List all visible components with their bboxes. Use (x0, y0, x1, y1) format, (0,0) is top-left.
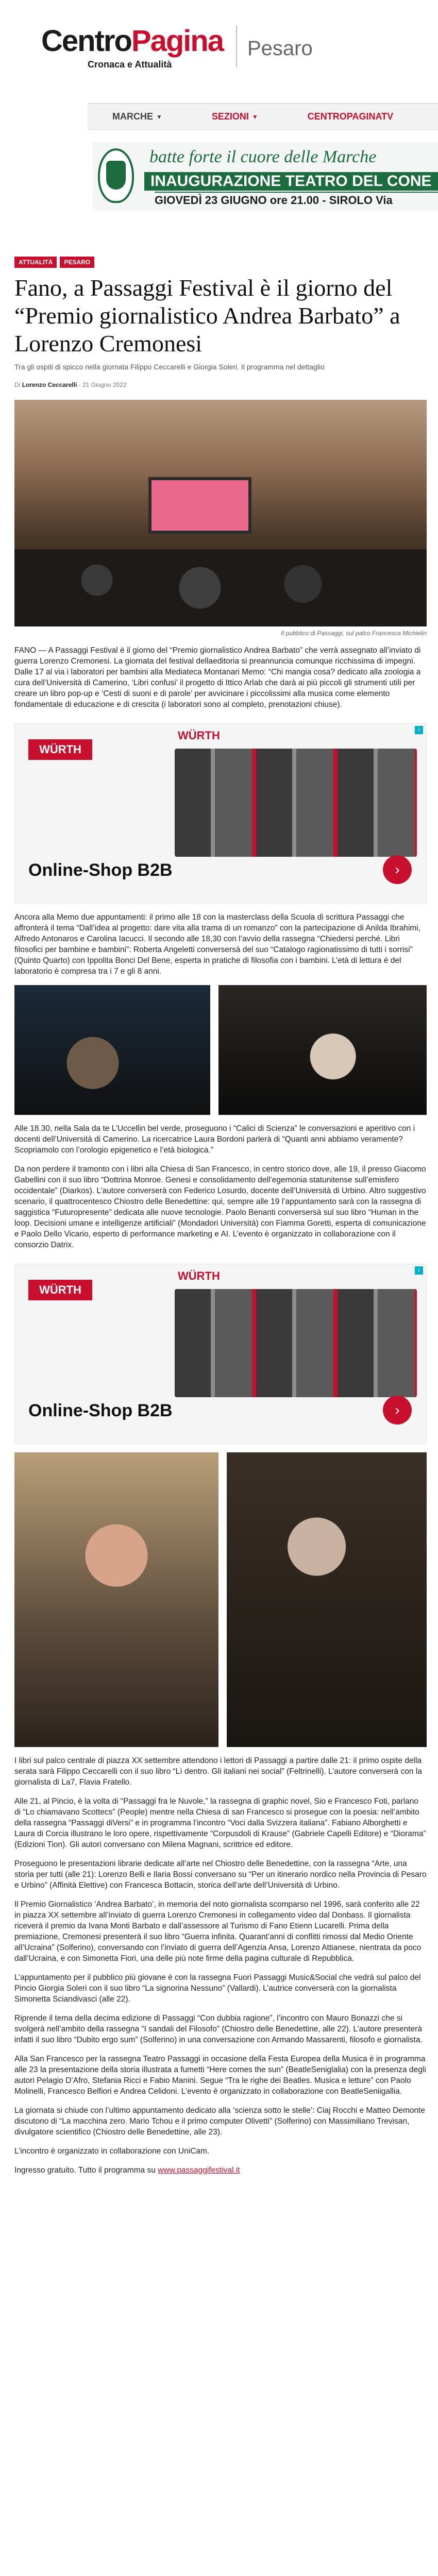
paragraph-12: La giornata si chiude con l’ultimo appuntamento dedicato alla ‘scienza sotto le stelle’: Ciaj Rocchi e Matteo Demonte discutono di “La macchina zero. Mario Tchou e il primo computer Olivetti” (Solferino) con Massimiliano Trevisan, divulgatore scientifico (Chiostro delle Benedettine, alle 23). (14, 2106, 425, 2137)
site-header (0, 0, 438, 98)
nav-item-marche[interactable] (88, 111, 187, 122)
paragraph-11: Alla San Francesco per la rassegna Teatro Passaggi in occasione della Festa Europea della Musica è in programma alle 23 la presentazione della storia illustrata a fumetti “Here comes the sun” (BeatleSeniglalia) con la presenza degli autori Pelagio D’Afro, Stefania Ricci e Fabio Manini. Segue “Tra le righe dei Beatles. Musica e letture” con Paolo Molinelli, Francesco Belfiori e Andrea Celidoni. L’evento è organizzato in collaborazione con BeatleSeniigallia. (14, 2055, 426, 2096)
article-date: 21 Giugno 2022 (82, 381, 127, 388)
paragraph-13: L’incontro è organizzato in collaborazione con UniCam. (14, 2147, 210, 2156)
article-title: Fano, a Passaggi Festival è il giorno del “Premio giornalistico Andrea Barbato” a Lorenzo Cremonesi (14, 275, 400, 357)
nav-label: MARCHE (112, 111, 153, 122)
logo-word-b: Pagina (131, 24, 224, 58)
paragraph-3: Alle 18.30, nella Sala da te L’Uccellin bel verde, proseguono i “Calici di Scienza” le conversazioni e aperitivo con i docenti dell’Università di Camerino. La ricercatrice Laura Bordoni parlerà di “Quanti anni abbiamo veramente? Scopriamolo con l’orologio epigenetico e l’età biologica.” (14, 1124, 415, 1155)
photo-guest-man (227, 1452, 427, 1747)
ad-info-icon[interactable]: i (415, 726, 423, 734)
audience-crowd (14, 549, 427, 626)
ad-brand-small: WÜRTH (178, 729, 220, 742)
city-label[interactable]: Pesaro (247, 37, 313, 60)
paragraph-6: Alle 21, al Pincio, è la volta di “Passaggi fra le Nuvole,” la rassegna di graphic novel, Sio e Francesco Foti, parlano di “Lo chiamavano Scottecs” (People) mentre nella Chiesa di san Francesco si prosegue con la poesia: nell’ambito della rassegna “Passaggi diVersi” e in programma l’incontro “Voci dalla Svizzera italiana”. Fabiano Alborghetti e Laura di Corcia illustrano le loro opere, rispettivamente “Corpusdoli di Krause” (Gabriele Capelli Editore) e “Diorama” (Edizioni Tion). Gli autori conversano con Milena Magnani, scrittrice ed editore. (14, 1797, 426, 1849)
banner-slogan: batte forte il cuore delle Marche (149, 147, 377, 166)
article-subtitle: Tra gli ospiti di spicco nella giornata Filippo Ceccarelli e Giorgia Soleri. Il programma nel dettaglio (14, 363, 325, 371)
photo-row-2 (14, 1452, 427, 1747)
festival-link[interactable]: www.passaggifestival.it (158, 2166, 240, 2175)
category-tag-attualita[interactable]: ATTUALITÀ (14, 257, 57, 268)
hero-caption: Il pubblico di Passaggi, sul palco Francesca Michielin (281, 630, 427, 637)
hero-image (14, 400, 427, 626)
paragraph-4: Da non perdere il tramonto con i libri alla Chiesa di San Francesco, in centro storico dove, alle 19, il presso Giacomo Gabellini con il suo libro “Dottrina Monroe. Genesi e consolidamento dell’egemonia statunitense sull’emisfero occidentale” (Diarkos). L’autore converserà con Federico Losurdo, docente dell’Università di Urbino. Altro suggestivo scenario, il quattrocentesco Chiostro delle Benedettine: qui, sempre alle 19 l’appuntamento sarà con la rassegna di saggistica “Futuropresente” dedicata alle nuove tecnologie. Paolo Benanti conversersà sul suo libro “Human in the loop. Decisioni umane e intelligenze artificiali” (Mondadori Università) con Fiamma Goretti, esperta di comunicazione e Paolo Dello Vicario, esperto di performance marketing e AI. L’evento è organizzato in collaborazione con il consorzio Datrix. (14, 1165, 426, 1249)
logo-wordmark (41, 23, 223, 59)
top-banner-ad[interactable] (93, 142, 438, 211)
stage-screen (148, 477, 251, 534)
ad-brand-small: WÜRTH (178, 1269, 220, 1282)
photo-stage-night (14, 985, 210, 1115)
chevron-right-icon[interactable]: › (383, 1396, 412, 1425)
paragraph-7: Proseguono le presentazioni librarie dedicate all’arte nel Chiostro delle Benedettine, con la rassegna “Arte, una storia per tutti (alle 21): Lorenzo Belli e Ilaria Bossi conversano su “Per un itinerario nordico nella Provincia di Pesaro e Urbino” (Affinità Elettive) con Francesca Bottacin, storica dell’arte dell’Università di Urbino. (14, 1859, 427, 1890)
article (14, 257, 427, 2176)
paragraph-9: L’appuntamento per il pubblico più giovane è con la rassegna Fuori Passaggi Music&Social che vedrà sul palco del Pincio Giorgia Soleri con il suo libro “La signorina Nessuno” (Vallardi). L’autrice converserà con la giornalista Simonetta Sciandivasci (alle 22). (14, 1973, 421, 2004)
chevron-down-icon: ▼ (156, 113, 162, 121)
ad-block-1[interactable] (14, 723, 427, 904)
main-nav (88, 103, 438, 130)
logo-divider (236, 26, 237, 67)
photo-speaker (218, 985, 427, 1115)
ad-block-2[interactable] (14, 1264, 427, 1444)
photo-row-1 (14, 985, 427, 1115)
paragraph-8: Il Premio Giornalistico ‘Andrea Barbato’, in memoria del noto giornalista scomparso nel 1996, sarà conferito alle 22 in piazza XX settembre all’inviato di guerra Lorenzo Cremonesi in collegamento video dal Donbass. Il giornalista riceverà il premio da Ivana Monti Barbato e dall’assessore al Turismo di Fano Etienn Lucarelli. Prima della premiazione, Cremonesi presenterà il suo libro “Guerra infinita. Quarant’anni di conflitti rimossi dal Medio Oriente all’Ucraina” (Solferino), conversando con l’inviato di guerra dell’Agenzia Ansa, Lorenzo Attianese, nientrata da poco dall’Ucraina, e con Simonetta Fiori, una delle più note firme della pagina culturale di Repubblica. (14, 1900, 422, 1963)
nav-label: CENTROPAGINATV (307, 111, 394, 122)
chevron-right-icon[interactable]: › (383, 855, 412, 884)
chevron-down-icon: ▼ (251, 113, 258, 121)
banner-headline: INAUGURAZIONE TEATRO DEL CONE (144, 172, 438, 191)
ad-cta-text: Online-Shop B2B (28, 1401, 173, 1420)
site-logo[interactable] (41, 23, 268, 75)
closing-text: Ingresso gratuito. Tutto il programma su (14, 2166, 156, 2175)
ad-cta-text: Online-Shop B2B (28, 860, 173, 880)
ad-info-icon[interactable]: i (415, 1266, 423, 1275)
banner-emblem-icon (98, 148, 134, 203)
ad-products-image (175, 1289, 417, 1397)
logo-word-a: Centro (41, 24, 131, 58)
ad-brand-logo: WÜRTH (28, 739, 92, 760)
paragraph-1: FANO — A Passaggi Festival è il giorno del “Premio giornalistico Andrea Barbato” che verrà assegnato all’inviato di guerra Lorenzo Cremonesi. La giornata del festival dellaeditoria si preannuncia comunque ricchissima di impegni. Dalle 17 al via i laboratori per bambini alla Mediateca Montanari Memo: “Chi mangia cosa? dedicato alla zoologia a cura dell’Università di Camerino, ‘Libri confusi’ il progetto di Ittico Arlab che darà ai più piccoli gli strumenti utili per creare un libro pop-up e ‘Cesti di suoni e di parole’ per avvicinare i piccolissimi alla musica come elemento fondamentale di educazione e di crescita (i laboratori sono al completo, prenotazioni chiuse). (14, 646, 421, 709)
paragraph-10: Riprende il tema della decima edizione di Passaggi “Con dubbia ragione”, l’incontro con Mauro Bonazzi che si svolgerà nell’ambito della rassegna “I sandali del Filosofo” (Chiostro delle Benedettine, alle 22). L’autore presenterà infatti il suo libro “Dubito ergo sum” (Solferino) in una conversazione con Armando Massarenti, filosofo e giornalista. (14, 2014, 423, 2044)
paragraph-14 (14, 2165, 427, 2176)
nav-item-sezioni[interactable] (187, 111, 283, 122)
article-author[interactable]: Lorenzo Ceccarelli (22, 381, 77, 388)
nav-item-centropaginatv[interactable] (283, 111, 418, 122)
paragraph-5: I libri sul palco centrale di piazza XX settembre attendono i lettori di Passaggi a partire dalle 21: il primo ospite della serata sarà Filippo Ceccarelli con il suo libro “Lì dentro. Gli italiani nei social” (Feltrinelli). L’autore converserà con la giornalista di La7, Flavia Fratello. (14, 1756, 422, 1787)
byline-prefix: Di (14, 381, 21, 388)
banner-details: GIOVEDÌ 23 GIUGNO ore 21.00 - SIROLO Via (155, 192, 438, 207)
logo-tagline: Cronaca e Attualità (88, 59, 172, 70)
byline-separator: - (78, 381, 83, 388)
category-tags (14, 257, 427, 268)
ad-products-image (175, 749, 417, 857)
photo-guest-woman (14, 1452, 218, 1747)
article-byline (14, 381, 427, 388)
nav-label: SEZIONI (211, 111, 249, 122)
category-tag-pesaro[interactable]: PESARO (60, 257, 94, 268)
ad-brand-logo: WÜRTH (28, 1280, 92, 1300)
paragraph-2: Ancora alla Memo due appuntamenti: il primo alle 18 con la masterclass della Scuola di scrittura Passaggi che affronterà il tema “Dall’idea al progetto: dare vita alla trama di un romanzo” con la partecipazione di Anilda Ibrahimi, Alfredo Antonaros e Carolina Iacucci. Il secondo alle 18,30 con l’avvio della rassegna “Chiedersi perché. Libri filosofici per bambine e bambini”: Roberta Angeletti conversersà del suo “Catalogo ragionatissimo di tutti i sorrisi” (Quinto Quarto) con Ippolita Bonci Del Bene, esperta in pratiche di filosofia con i bambini. L’età di lettura è del laboratorio è compresa tra i 7 e gli 8 anni. (14, 913, 421, 976)
